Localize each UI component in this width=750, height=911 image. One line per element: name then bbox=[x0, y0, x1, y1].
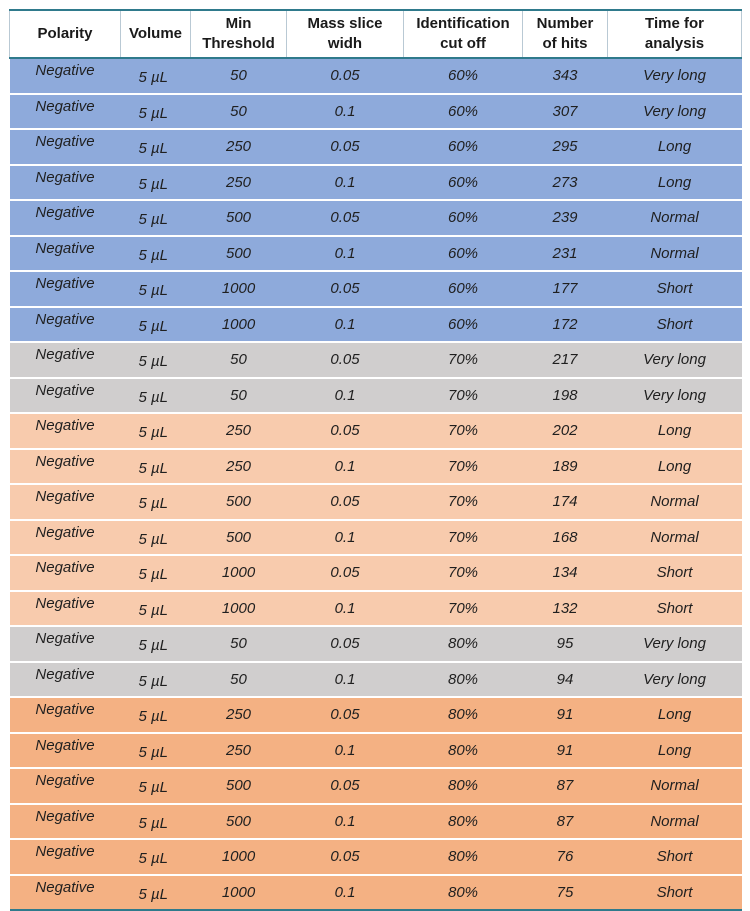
hits-cell: 172 bbox=[523, 307, 608, 343]
cutoff-cell: 70% bbox=[404, 449, 523, 485]
cutoff-cell: 70% bbox=[404, 378, 523, 414]
min-threshold-cell: 50 bbox=[191, 94, 287, 130]
hits-cell: 134 bbox=[523, 555, 608, 591]
mass-slice-cell: 0.05 bbox=[287, 58, 404, 94]
min-threshold-cell: 250 bbox=[191, 129, 287, 165]
volume-cell: 5 µL bbox=[121, 697, 191, 733]
mass-slice-cell: 0.1 bbox=[287, 520, 404, 556]
time-cell: Short bbox=[608, 555, 742, 591]
mass-slice-cell: 0.1 bbox=[287, 875, 404, 911]
hits-cell: 198 bbox=[523, 378, 608, 414]
cutoff-cell: 70% bbox=[404, 342, 523, 378]
mass-slice-cell: 0.1 bbox=[287, 591, 404, 627]
table-row bbox=[10, 307, 742, 343]
mass-slice-cell: 0.05 bbox=[287, 839, 404, 875]
mass-slice-cell: 0.1 bbox=[287, 236, 404, 272]
hits-cell: 94 bbox=[523, 662, 608, 698]
volume-cell: 5 µL bbox=[121, 449, 191, 485]
min-threshold-cell: 50 bbox=[191, 626, 287, 662]
table-row bbox=[10, 413, 742, 449]
polarity-cell: Negative bbox=[10, 200, 121, 236]
table-row bbox=[10, 804, 742, 840]
time-cell: Long bbox=[608, 129, 742, 165]
min-threshold-cell: 250 bbox=[191, 165, 287, 201]
time-cell: Long bbox=[608, 413, 742, 449]
hits-cell: 75 bbox=[523, 875, 608, 911]
polarity-cell: Negative bbox=[10, 555, 121, 591]
volume-cell: 5 µL bbox=[121, 165, 191, 201]
cutoff-cell: 80% bbox=[404, 804, 523, 840]
volume-cell: 5 µL bbox=[121, 236, 191, 272]
volume-cell: 5 µL bbox=[121, 804, 191, 840]
time-cell: Long bbox=[608, 449, 742, 485]
hits-cell: 239 bbox=[523, 200, 608, 236]
volume-cell: 5 µL bbox=[121, 413, 191, 449]
volume-cell: 5 µL bbox=[121, 200, 191, 236]
polarity-cell: Negative bbox=[10, 236, 121, 272]
min-threshold-cell: 250 bbox=[191, 697, 287, 733]
volume-cell: 5 µL bbox=[121, 768, 191, 804]
polarity-cell: Negative bbox=[10, 804, 121, 840]
polarity-cell: Negative bbox=[10, 342, 121, 378]
table-row bbox=[10, 484, 742, 520]
time-cell: Very long bbox=[608, 626, 742, 662]
mass-slice-cell: 0.05 bbox=[287, 413, 404, 449]
cutoff-cell: 70% bbox=[404, 413, 523, 449]
min-threshold-cell: 1000 bbox=[191, 307, 287, 343]
polarity-cell: Negative bbox=[10, 413, 121, 449]
min-threshold-cell: 1000 bbox=[191, 591, 287, 627]
hits-cell: 91 bbox=[523, 697, 608, 733]
time-cell: Long bbox=[608, 697, 742, 733]
volume-cell: 5 µL bbox=[121, 484, 191, 520]
min-threshold-cell: 500 bbox=[191, 768, 287, 804]
mass-slice-cell: 0.05 bbox=[287, 626, 404, 662]
time-cell: Very long bbox=[608, 342, 742, 378]
table-row bbox=[10, 555, 742, 591]
hits-cell: 231 bbox=[523, 236, 608, 272]
table-row bbox=[10, 733, 742, 769]
time-cell: Short bbox=[608, 591, 742, 627]
table-row bbox=[10, 342, 742, 378]
min-threshold-cell: 1000 bbox=[191, 875, 287, 911]
hits-cell: 307 bbox=[523, 94, 608, 130]
table-row bbox=[10, 94, 742, 130]
min-threshold-cell: 500 bbox=[191, 804, 287, 840]
mass-slice-cell: 0.1 bbox=[287, 662, 404, 698]
cutoff-cell: 60% bbox=[404, 307, 523, 343]
volume-cell: 5 µL bbox=[121, 378, 191, 414]
volume-cell: 5 µL bbox=[121, 555, 191, 591]
table-row bbox=[10, 768, 742, 804]
table-row bbox=[10, 662, 742, 698]
min-threshold-cell: 50 bbox=[191, 662, 287, 698]
cutoff-cell: 70% bbox=[404, 520, 523, 556]
mass-slice-cell: 0.1 bbox=[287, 307, 404, 343]
min-threshold-cell: 500 bbox=[191, 484, 287, 520]
polarity-cell: Negative bbox=[10, 626, 121, 662]
mass-slice-cell: 0.1 bbox=[287, 94, 404, 130]
mass-slice-cell: 0.05 bbox=[287, 697, 404, 733]
min-threshold-cell: 1000 bbox=[191, 271, 287, 307]
polarity-cell: Negative bbox=[10, 129, 121, 165]
volume-cell: 5 µL bbox=[121, 342, 191, 378]
min-threshold-cell: 500 bbox=[191, 236, 287, 272]
header-number-of-hits: Number of hits bbox=[523, 10, 608, 58]
time-cell: Normal bbox=[608, 804, 742, 840]
polarity-cell: Negative bbox=[10, 839, 121, 875]
hits-cell: 87 bbox=[523, 804, 608, 840]
header-time-for-analysis: Time for analysis bbox=[608, 10, 742, 58]
hits-cell: 95 bbox=[523, 626, 608, 662]
table-header bbox=[10, 10, 742, 58]
hits-cell: 91 bbox=[523, 733, 608, 769]
table-body bbox=[10, 58, 742, 910]
mass-slice-cell: 0.05 bbox=[287, 768, 404, 804]
min-threshold-cell: 50 bbox=[191, 342, 287, 378]
cutoff-cell: 70% bbox=[404, 591, 523, 627]
volume-cell: 5 µL bbox=[121, 129, 191, 165]
cutoff-cell: 80% bbox=[404, 697, 523, 733]
min-threshold-cell: 250 bbox=[191, 449, 287, 485]
time-cell: Short bbox=[608, 839, 742, 875]
hits-cell: 295 bbox=[523, 129, 608, 165]
min-threshold-cell: 500 bbox=[191, 200, 287, 236]
time-cell: Normal bbox=[608, 200, 742, 236]
cutoff-cell: 60% bbox=[404, 58, 523, 94]
volume-cell: 5 µL bbox=[121, 626, 191, 662]
volume-cell: 5 µL bbox=[121, 307, 191, 343]
time-cell: Very long bbox=[608, 58, 742, 94]
table-row bbox=[10, 449, 742, 485]
time-cell: Normal bbox=[608, 520, 742, 556]
time-cell: Very long bbox=[608, 662, 742, 698]
mass-slice-cell: 0.1 bbox=[287, 165, 404, 201]
header-polarity: Polarity bbox=[10, 10, 121, 58]
mass-slice-cell: 0.05 bbox=[287, 129, 404, 165]
min-threshold-cell: 50 bbox=[191, 58, 287, 94]
header-min-threshold: Min Threshold bbox=[191, 10, 287, 58]
time-cell: Very long bbox=[608, 378, 742, 414]
min-threshold-cell: 250 bbox=[191, 413, 287, 449]
cutoff-cell: 60% bbox=[404, 94, 523, 130]
volume-cell: 5 µL bbox=[121, 94, 191, 130]
polarity-cell: Negative bbox=[10, 271, 121, 307]
cutoff-cell: 80% bbox=[404, 875, 523, 911]
volume-cell: 5 µL bbox=[121, 662, 191, 698]
min-threshold-cell: 250 bbox=[191, 733, 287, 769]
polarity-cell: Negative bbox=[10, 58, 121, 94]
time-cell: Short bbox=[608, 875, 742, 911]
mass-slice-cell: 0.05 bbox=[287, 200, 404, 236]
table-row bbox=[10, 200, 742, 236]
cutoff-cell: 70% bbox=[404, 555, 523, 591]
table-row bbox=[10, 165, 742, 201]
cutoff-cell: 60% bbox=[404, 271, 523, 307]
time-cell: Normal bbox=[608, 484, 742, 520]
table-row bbox=[10, 520, 742, 556]
header-row bbox=[10, 10, 742, 58]
time-cell: Long bbox=[608, 733, 742, 769]
cutoff-cell: 60% bbox=[404, 200, 523, 236]
table-row bbox=[10, 875, 742, 911]
cutoff-cell: 80% bbox=[404, 733, 523, 769]
cutoff-cell: 80% bbox=[404, 768, 523, 804]
cutoff-cell: 80% bbox=[404, 662, 523, 698]
hits-cell: 189 bbox=[523, 449, 608, 485]
mass-slice-cell: 0.05 bbox=[287, 271, 404, 307]
hits-cell: 217 bbox=[523, 342, 608, 378]
volume-cell: 5 µL bbox=[121, 875, 191, 911]
mass-slice-cell: 0.05 bbox=[287, 342, 404, 378]
table-row bbox=[10, 626, 742, 662]
header-mass-slice-width: Mass slice widh bbox=[287, 10, 404, 58]
polarity-cell: Negative bbox=[10, 449, 121, 485]
table-row bbox=[10, 58, 742, 94]
table-row bbox=[10, 378, 742, 414]
volume-cell: 5 µL bbox=[121, 271, 191, 307]
volume-cell: 5 µL bbox=[121, 520, 191, 556]
min-threshold-cell: 500 bbox=[191, 520, 287, 556]
hits-cell: 273 bbox=[523, 165, 608, 201]
polarity-cell: Negative bbox=[10, 697, 121, 733]
polarity-cell: Negative bbox=[10, 378, 121, 414]
min-threshold-cell: 1000 bbox=[191, 555, 287, 591]
cutoff-cell: 60% bbox=[404, 236, 523, 272]
time-cell: Normal bbox=[608, 768, 742, 804]
min-threshold-cell: 1000 bbox=[191, 839, 287, 875]
polarity-cell: Negative bbox=[10, 484, 121, 520]
mass-slice-cell: 0.1 bbox=[287, 378, 404, 414]
polarity-cell: Negative bbox=[10, 768, 121, 804]
header-volume: Volume bbox=[121, 10, 191, 58]
results-table bbox=[9, 9, 742, 911]
cutoff-cell: 80% bbox=[404, 626, 523, 662]
volume-cell: 5 µL bbox=[121, 733, 191, 769]
polarity-cell: Negative bbox=[10, 520, 121, 556]
hits-cell: 76 bbox=[523, 839, 608, 875]
polarity-cell: Negative bbox=[10, 165, 121, 201]
header-identification-cutoff: Identification cut off bbox=[404, 10, 523, 58]
hits-cell: 343 bbox=[523, 58, 608, 94]
mass-slice-cell: 0.1 bbox=[287, 449, 404, 485]
table-row bbox=[10, 271, 742, 307]
cutoff-cell: 60% bbox=[404, 129, 523, 165]
cutoff-cell: 80% bbox=[404, 839, 523, 875]
cutoff-cell: 60% bbox=[404, 165, 523, 201]
hits-cell: 177 bbox=[523, 271, 608, 307]
polarity-cell: Negative bbox=[10, 94, 121, 130]
volume-cell: 5 µL bbox=[121, 839, 191, 875]
table-row bbox=[10, 839, 742, 875]
polarity-cell: Negative bbox=[10, 662, 121, 698]
hits-cell: 132 bbox=[523, 591, 608, 627]
hits-cell: 87 bbox=[523, 768, 608, 804]
time-cell: Short bbox=[608, 271, 742, 307]
mass-slice-cell: 0.1 bbox=[287, 733, 404, 769]
mass-slice-cell: 0.05 bbox=[287, 555, 404, 591]
time-cell: Normal bbox=[608, 236, 742, 272]
table-row bbox=[10, 236, 742, 272]
table-row bbox=[10, 129, 742, 165]
hits-cell: 168 bbox=[523, 520, 608, 556]
polarity-cell: Negative bbox=[10, 591, 121, 627]
time-cell: Short bbox=[608, 307, 742, 343]
mass-slice-cell: 0.1 bbox=[287, 804, 404, 840]
mass-slice-cell: 0.05 bbox=[287, 484, 404, 520]
hits-cell: 174 bbox=[523, 484, 608, 520]
table-row bbox=[10, 591, 742, 627]
volume-cell: 5 µL bbox=[121, 591, 191, 627]
hits-cell: 202 bbox=[523, 413, 608, 449]
polarity-cell: Negative bbox=[10, 733, 121, 769]
volume-cell: 5 µL bbox=[121, 58, 191, 94]
table-row bbox=[10, 697, 742, 733]
min-threshold-cell: 50 bbox=[191, 378, 287, 414]
time-cell: Long bbox=[608, 165, 742, 201]
cutoff-cell: 70% bbox=[404, 484, 523, 520]
time-cell: Very long bbox=[608, 94, 742, 130]
polarity-cell: Negative bbox=[10, 307, 121, 343]
polarity-cell: Negative bbox=[10, 875, 121, 911]
